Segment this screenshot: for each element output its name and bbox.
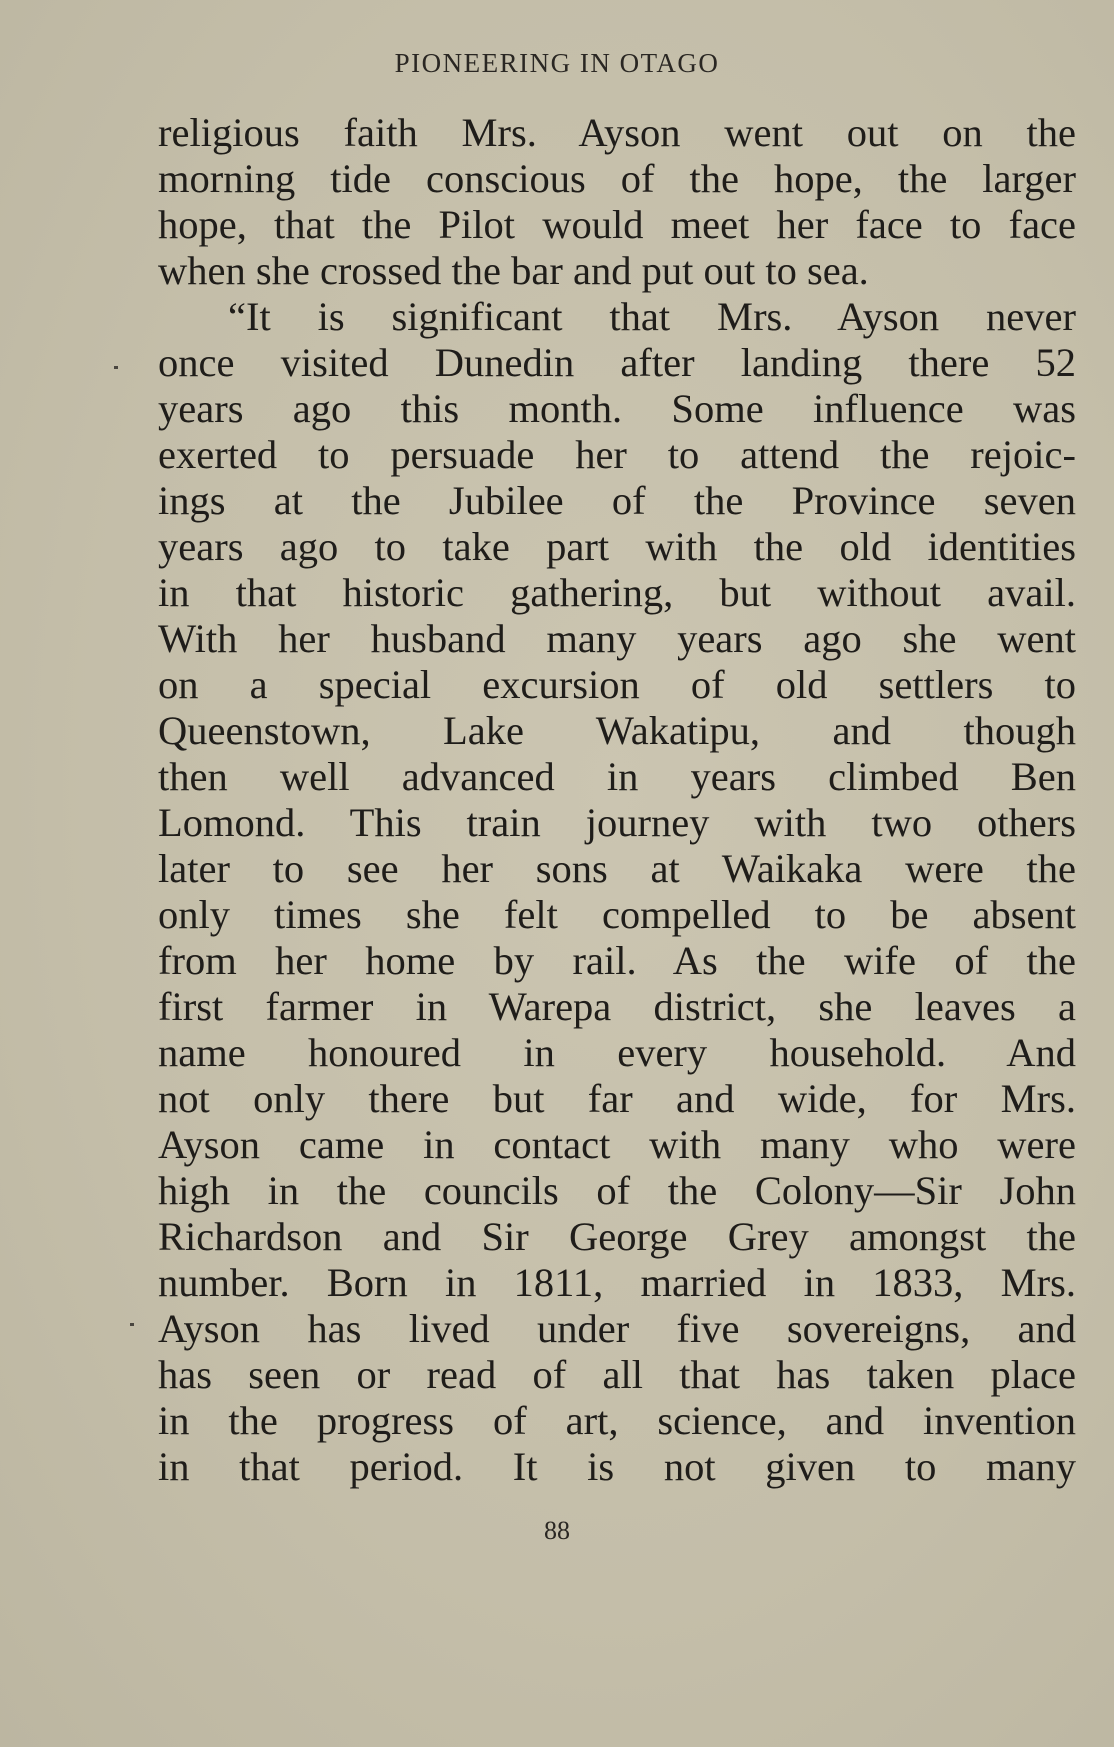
text-line: years ago to take part with the old identities (158, 524, 1076, 569)
text-line: first farmer in Warepa district, she leaves a (158, 984, 1076, 1029)
text-line: exerted to persuade her to attend the rejoic- (158, 432, 1076, 477)
margin-speck (114, 366, 118, 369)
text-line: on a special excursion of old settlers to (158, 662, 1076, 707)
text-line: morning tide conscious of the hope, the larger (158, 156, 1076, 201)
text-line: has seen or read of all that has taken place (158, 1352, 1076, 1397)
text-line: high in the councils of the Colony—Sir John (158, 1168, 1076, 1213)
body-text (158, 110, 1076, 1490)
margin-speck (130, 1323, 134, 1326)
text-line: when she crossed the bar and put out to sea. (158, 248, 869, 293)
text-line: from her home by rail. As the wife of the (158, 938, 1076, 983)
text-line: “It is significant that Mrs. Ayson never (228, 294, 1076, 339)
text-line: in that historic gathering, but without avail. (158, 570, 1076, 615)
text-line: not only there but far and wide, for Mrs. (158, 1076, 1076, 1121)
text-line: Lomond. This train journey with two others (158, 800, 1076, 845)
text-line: in that period. It is not given to many (158, 1444, 1076, 1489)
text-line: Ayson came in contact with many who were (158, 1122, 1076, 1167)
text-line: years ago this month. Some influence was (158, 386, 1076, 431)
text-line: in the progress of art, science, and invention (158, 1398, 1076, 1443)
text-line: With her husband many years ago she went (158, 616, 1076, 661)
page-number: 88 (544, 1516, 570, 1545)
text-line: Ayson has lived under five sovereigns, and (158, 1306, 1076, 1351)
text-line: later to see her sons at Waikaka were the (158, 846, 1076, 891)
text-line: only times she felt compelled to be absent (158, 892, 1076, 937)
text-line: once visited Dunedin after landing there 52 (158, 340, 1076, 385)
text-line: then well advanced in years climbed Ben (158, 754, 1076, 799)
running-head: PIONEERING IN OTAGO (394, 48, 720, 78)
text-line: hope, that the Pilot would meet her face to face (158, 202, 1076, 247)
text-line: number. Born in 1811, married in 1833, Mrs. (158, 1260, 1076, 1305)
text-line: Richardson and Sir George Grey amongst the (158, 1214, 1076, 1259)
text-line: ings at the Jubilee of the Province seven (158, 478, 1076, 523)
text-line: Queenstown, Lake Wakatipu, and though (158, 708, 1076, 753)
text-line: name honoured in every household. And (158, 1030, 1076, 1075)
text-line: religious faith Mrs. Ayson went out on the (158, 110, 1076, 155)
